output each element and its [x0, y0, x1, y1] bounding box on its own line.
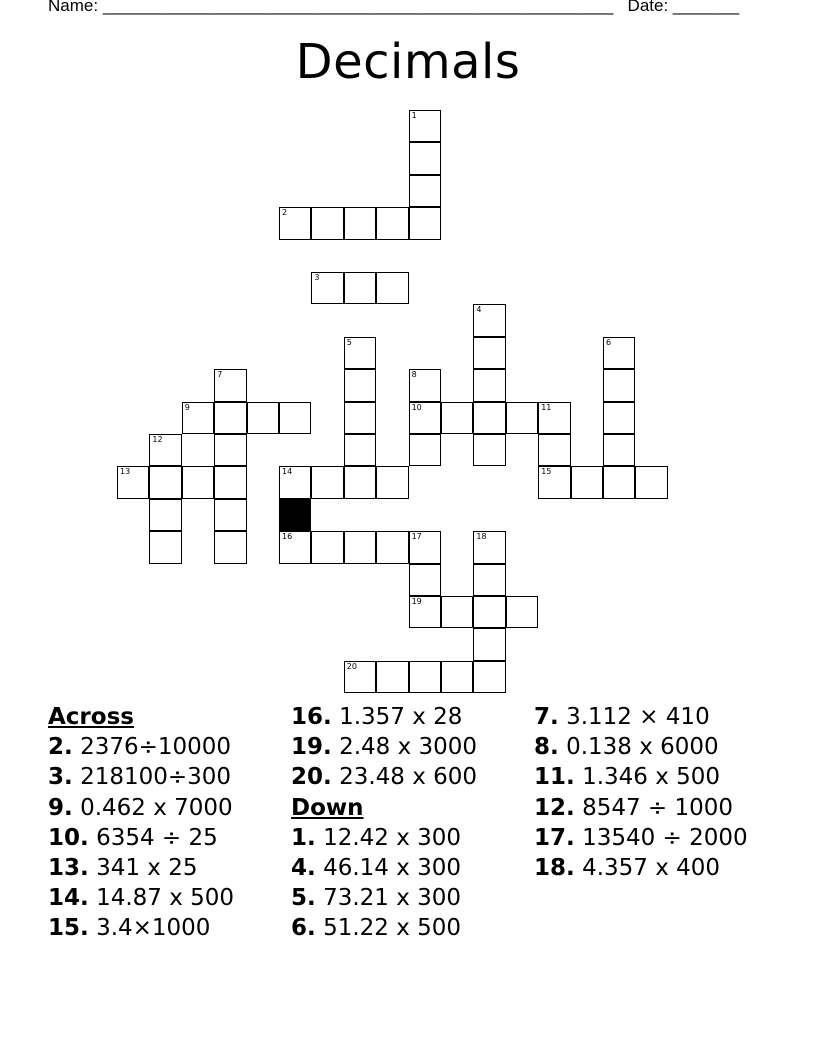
cell-number: 10	[411, 402, 422, 412]
clue-down-18: 18. 4.357 x 400	[534, 855, 721, 882]
grid-cell[interactable]	[376, 207, 408, 239]
cell-number: 3	[314, 273, 320, 282]
grid-cell[interactable]	[279, 207, 311, 239]
grid-cell[interactable]	[344, 466, 376, 498]
name-blank[interactable]: ______________________________________________________	[102, 0, 614, 15]
clue-across-10: 10. 6354 ÷ 25	[48, 824, 218, 851]
grid-cell[interactable]	[214, 499, 246, 531]
grid-cell[interactable]	[603, 402, 635, 434]
grid-cell[interactable]	[344, 207, 376, 239]
grid-cell[interactable]	[247, 402, 279, 434]
grid-cell[interactable]	[214, 434, 246, 466]
clue-down-5: 5. 73.21 x 300	[291, 885, 462, 912]
grid-cell[interactable]	[344, 369, 376, 401]
grid-cell[interactable]	[149, 434, 181, 466]
grid-cell[interactable]	[603, 369, 635, 401]
grid-cell[interactable]	[344, 402, 376, 434]
grid-cell[interactable]	[538, 466, 570, 498]
grid-cell[interactable]	[506, 596, 538, 628]
grid-cell[interactable]	[311, 466, 343, 498]
grid-cell[interactable]	[149, 499, 181, 531]
grid-cell[interactable]	[344, 434, 376, 466]
cell-number: 18	[476, 532, 487, 542]
grid-cell[interactable]	[409, 402, 441, 434]
clue-down-7: 7. 3.112 × 410	[534, 704, 710, 730]
grid-cell[interactable]	[214, 466, 246, 498]
cell-number: 20	[346, 661, 357, 671]
grid-cell[interactable]	[311, 531, 343, 563]
clue-down-11: 11. 1.346 x 500	[534, 764, 721, 791]
clue-down-12: 12. 8547 ÷ 1000	[534, 794, 734, 821]
grid-cell[interactable]	[279, 402, 311, 434]
clue-across-3: 3. 218100÷300	[48, 764, 232, 791]
grid-cell[interactable]	[506, 402, 538, 434]
cell-number: 13	[120, 467, 131, 477]
clue-across-15: 15. 3.4×1000	[48, 915, 211, 942]
cell-number: 6	[606, 337, 612, 347]
across-heading: Across	[48, 704, 134, 730]
cell-number: 12	[152, 435, 163, 444]
grid-cell[interactable]	[409, 531, 441, 563]
grid-cell[interactable]	[409, 434, 441, 466]
grid-cell[interactable]	[344, 531, 376, 563]
header-line	[48, 0, 748, 16]
grid-cell[interactable]	[344, 272, 376, 304]
grid-cell[interactable]	[473, 304, 505, 336]
grid-cell[interactable]	[473, 531, 505, 563]
grid-cell[interactable]	[409, 110, 441, 142]
clue-down-6: 6. 51.22 x 500	[291, 915, 462, 942]
clue-across-16: 16. 1.357 x 28	[291, 704, 463, 730]
grid-cell[interactable]	[117, 466, 149, 498]
clue-across-19: 19. 2.48 x 3000	[291, 734, 478, 761]
grid-cell[interactable]	[149, 531, 181, 563]
clue-across-20: 20. 23.48 x 600	[291, 764, 478, 791]
grid-cell[interactable]	[473, 402, 505, 434]
clue-column-1	[48, 702, 234, 944]
grid-cell[interactable]	[571, 466, 603, 498]
cell-number: 19	[411, 597, 422, 606]
grid-cell[interactable]	[409, 661, 441, 693]
grid-cell[interactable]	[182, 466, 214, 498]
cell-number: 4	[476, 305, 482, 315]
grid-cell[interactable]	[279, 466, 311, 498]
grid-cell[interactable]	[214, 531, 246, 563]
clue-down-1: 1. 12.42 x 300	[291, 824, 462, 851]
clue-across-9: 9. 0.462 x 7000	[48, 794, 233, 821]
cell-number: 5	[346, 337, 352, 347]
cell-number: 17	[411, 532, 422, 542]
grid-cell[interactable]	[409, 207, 441, 239]
clue-column-2	[291, 702, 477, 944]
grid-cell[interactable]	[376, 531, 408, 563]
cell-number: 1	[411, 111, 417, 120]
grid-cell[interactable]	[473, 661, 505, 693]
grid-cell[interactable]	[376, 466, 408, 498]
clue-column-3	[534, 702, 748, 883]
grid-cell[interactable]	[473, 596, 505, 628]
grid-cell[interactable]	[214, 402, 246, 434]
page-title: Decimals	[295, 34, 521, 90]
grid-cell[interactable]	[441, 661, 473, 693]
grid-cell[interactable]	[344, 337, 376, 369]
grid-cell[interactable]	[409, 142, 441, 174]
grid-cell[interactable]	[376, 661, 408, 693]
cell-number: 9	[184, 402, 190, 412]
clue-down-4: 4. 46.14 x 300	[291, 855, 462, 882]
grid-cell[interactable]	[311, 272, 343, 304]
grid-cell[interactable]	[473, 564, 505, 596]
grid-cell[interactable]	[473, 434, 505, 466]
date-blank[interactable]: _______	[672, 0, 740, 15]
grid-cell[interactable]	[214, 369, 246, 401]
clue-across-2: 2. 2376÷10000	[48, 734, 232, 761]
grid-cell[interactable]	[473, 337, 505, 369]
grid-cell[interactable]	[441, 596, 473, 628]
grid-cell[interactable]	[409, 596, 441, 628]
clue-down-17: 17. 13540 ÷ 2000	[534, 824, 748, 851]
cell-number: 15	[541, 467, 552, 477]
grid-cell[interactable]	[538, 434, 570, 466]
cell-number: 7	[217, 370, 223, 380]
grid-cell[interactable]	[603, 434, 635, 466]
clue-across-13: 13. 341 x 25	[48, 855, 198, 882]
grid-cell[interactable]	[473, 369, 505, 401]
grid-block-cell	[279, 499, 311, 531]
clue-down-8: 8. 0.138 x 6000	[534, 734, 719, 761]
grid-cell[interactable]	[409, 564, 441, 596]
clue-across-14: 14. 14.87 x 500	[48, 885, 235, 912]
grid-cell[interactable]	[635, 466, 667, 498]
down-heading: Down	[291, 794, 364, 821]
grid-cell[interactable]	[311, 207, 343, 239]
grid-cell[interactable]	[279, 531, 311, 563]
cell-number: 14	[282, 467, 293, 477]
grid-cell[interactable]	[538, 402, 570, 434]
grid-cell[interactable]	[603, 466, 635, 498]
grid-cell[interactable]	[409, 369, 441, 401]
grid-cell[interactable]	[441, 402, 473, 434]
cell-number: 16	[282, 532, 293, 542]
grid-cell[interactable]	[149, 466, 181, 498]
grid-cell[interactable]	[344, 661, 376, 693]
cell-number: 2	[282, 208, 288, 218]
grid-cell[interactable]	[182, 402, 214, 434]
grid-cell[interactable]	[409, 175, 441, 207]
cell-number: 11	[541, 402, 552, 412]
cell-number: 8	[411, 370, 417, 380]
grid-cell[interactable]	[603, 337, 635, 369]
date-label: Date:	[627, 0, 669, 15]
name-label: Name:	[48, 0, 99, 15]
grid-cell[interactable]	[376, 272, 408, 304]
grid-cell[interactable]	[473, 628, 505, 660]
